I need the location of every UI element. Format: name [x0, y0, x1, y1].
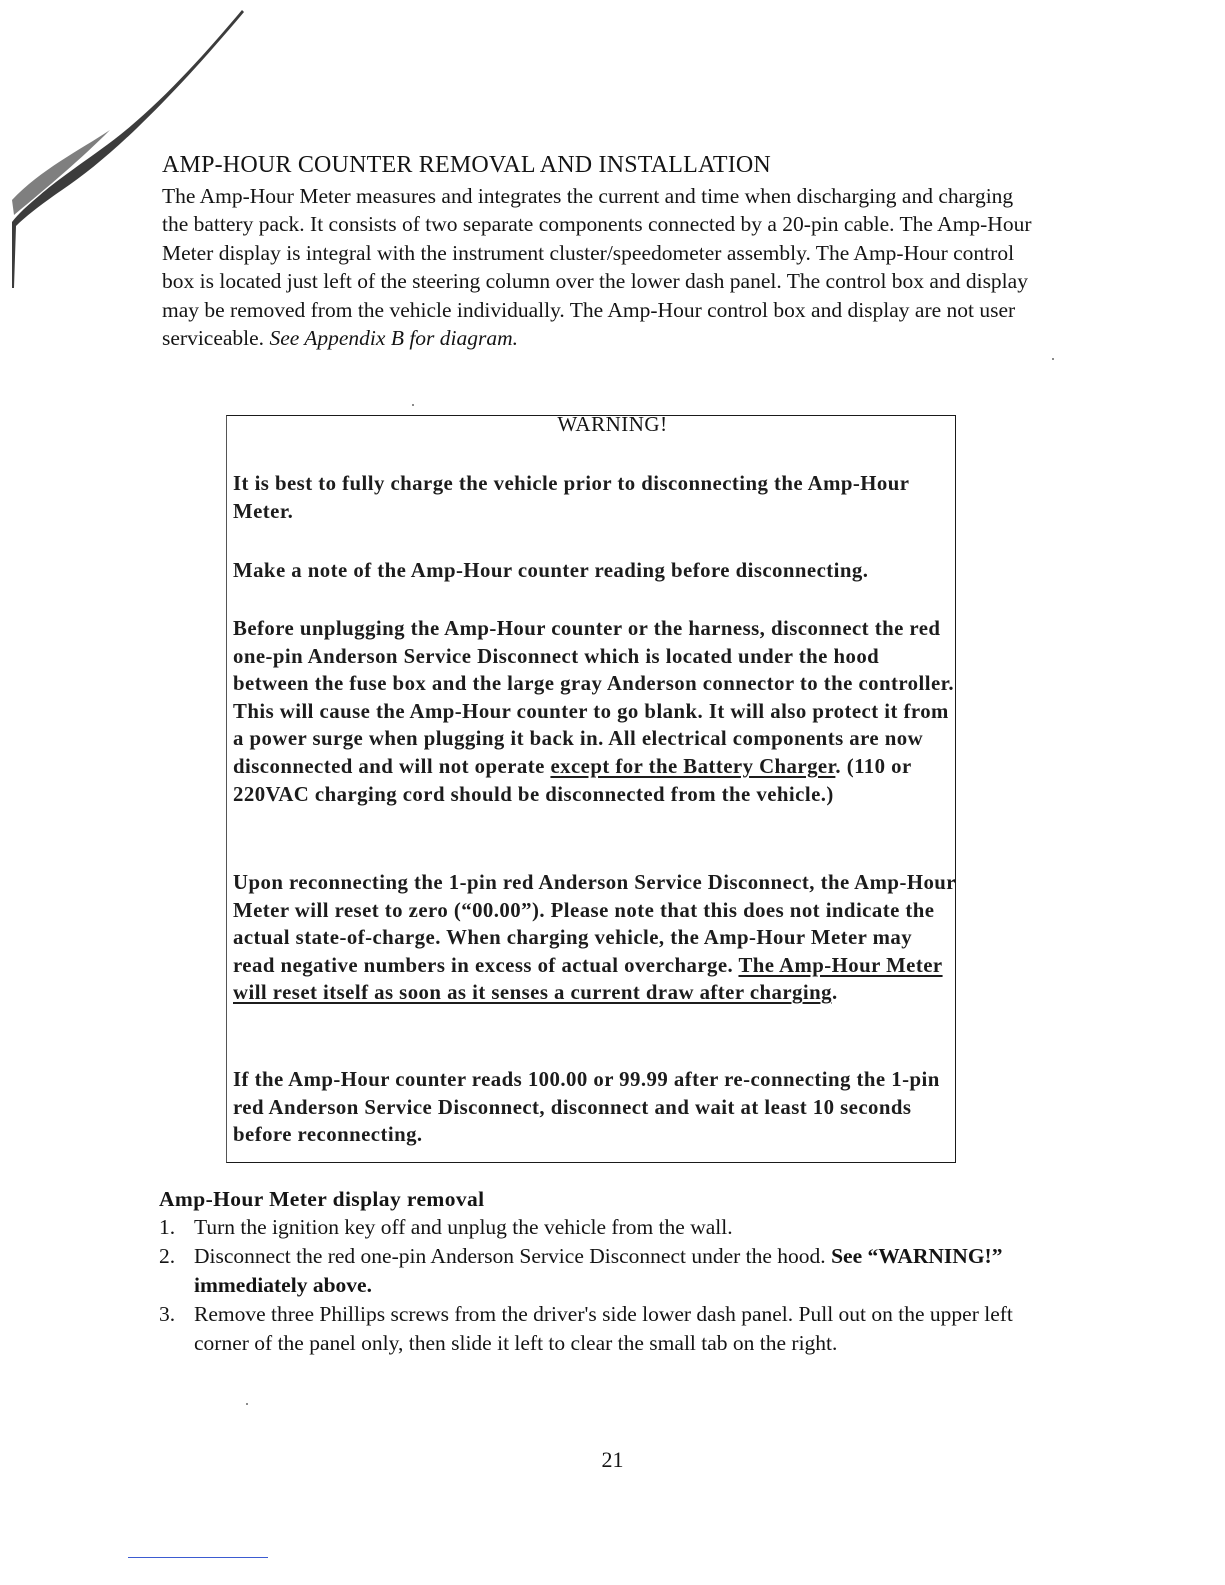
warning-paragraph-4: [233, 869, 958, 1007]
page-number: 21: [601, 1447, 624, 1472]
step-item: [159, 1213, 1039, 1242]
step-number: 2.: [159, 1244, 176, 1268]
intro-text: The Amp-Hour Meter measures and integrates the current and time when discharging and charging the battery pack. It consists of two separate components connected by a 20-pin cable. The Amp-Hour Meter display is integral with the instrument cluster/speedometer assembly. The Amp-Hour control box is located just left of the steering column over the lower dash panel. The control box and display may be removed from the vehicle individually. The Amp-Hour control box and display are not user serviceable.: [162, 184, 1032, 351]
scan-speck: [1052, 358, 1054, 360]
warning-p4-tail: .: [831, 981, 838, 1005]
appendix-note: See Appendix B for diagram.: [269, 326, 519, 351]
warning-paragraph-2: Make a note of the Amp-Hour counter reading before disconnecting.: [233, 559, 869, 582]
warning-p4-underline: The Amp-Hour Meter will reset itself as soon as it senses a current draw after charging: [233, 953, 943, 1005]
warning-paragraph-1: It is best to fully charge the vehicle prior to disconnecting the Amp-Hour Meter.: [233, 472, 910, 523]
step-text: Remove three Phillips screws from the driver's side lower dash panel. Pull out on the upper left corner of the panel only, then slide it left to clear the small tab on the right.: [194, 1302, 1013, 1355]
step-warning-reference: See “WARNING!” immediately above.: [194, 1244, 1003, 1297]
section-heading: AMP-HOUR COUNTER REMOVAL AND INSTALLATION: [162, 152, 771, 178]
step-text: Turn the ignition key off and unplug the vehicle from the wall.: [194, 1215, 733, 1239]
scan-speck: [412, 404, 414, 406]
warning-paragraph-5: If the Amp-Hour counter reads 100.00 or 99.99 after re-connecting the 1-pin red Anderson Service Disconnect, disconnect and wait at least 10 seconds before reconnecting.: [233, 1068, 940, 1147]
warning-p3-underline: except for the Battery Charger: [550, 754, 836, 778]
step-number: 3.: [159, 1302, 176, 1326]
step-text: Disconnect the red one-pin Anderson Service Disconnect under the hood.: [194, 1244, 826, 1268]
warning-p4-text: Upon reconnecting the 1-pin red Anderson Service Disconnect, the Amp-Hour Meter will reset to zero (“00.00”). Please note that this does not indicate the actual state-of-charge. When charging vehicle, the Amp-Hour Meter may read negative numbers in excess of actual overcharge.: [233, 871, 956, 977]
warning-paragraph-3: [233, 615, 958, 808]
scan-artifact-line: [128, 1557, 268, 1558]
procedure-steps: [159, 1213, 1039, 1358]
step-item: [159, 1242, 1039, 1300]
step-item: [159, 1300, 1039, 1358]
warning-p3-text: Before unplugging the Amp-Hour counter or the harness, disconnect the red one-pin Anderson Service Disconnect which is located under the hood between the fuse box and the large gray Anderson connector to the controller. This will cause the Amp-Hour counter to go blank. It will also protect it from a power surge when plugging it back in. All electrical components are now disconnected and will not operate: [233, 617, 955, 778]
warning-title: WARNING!: [557, 412, 668, 436]
step-number: 1.: [159, 1215, 176, 1239]
warning-p3-tail: . (110 or 220VAC charging cord should be disconnected from the vehicle.): [233, 754, 912, 806]
scan-speck: [246, 1403, 248, 1405]
intro-paragraph: [162, 182, 1032, 352]
procedure-title: Amp-Hour Meter display removal: [159, 1187, 485, 1211]
